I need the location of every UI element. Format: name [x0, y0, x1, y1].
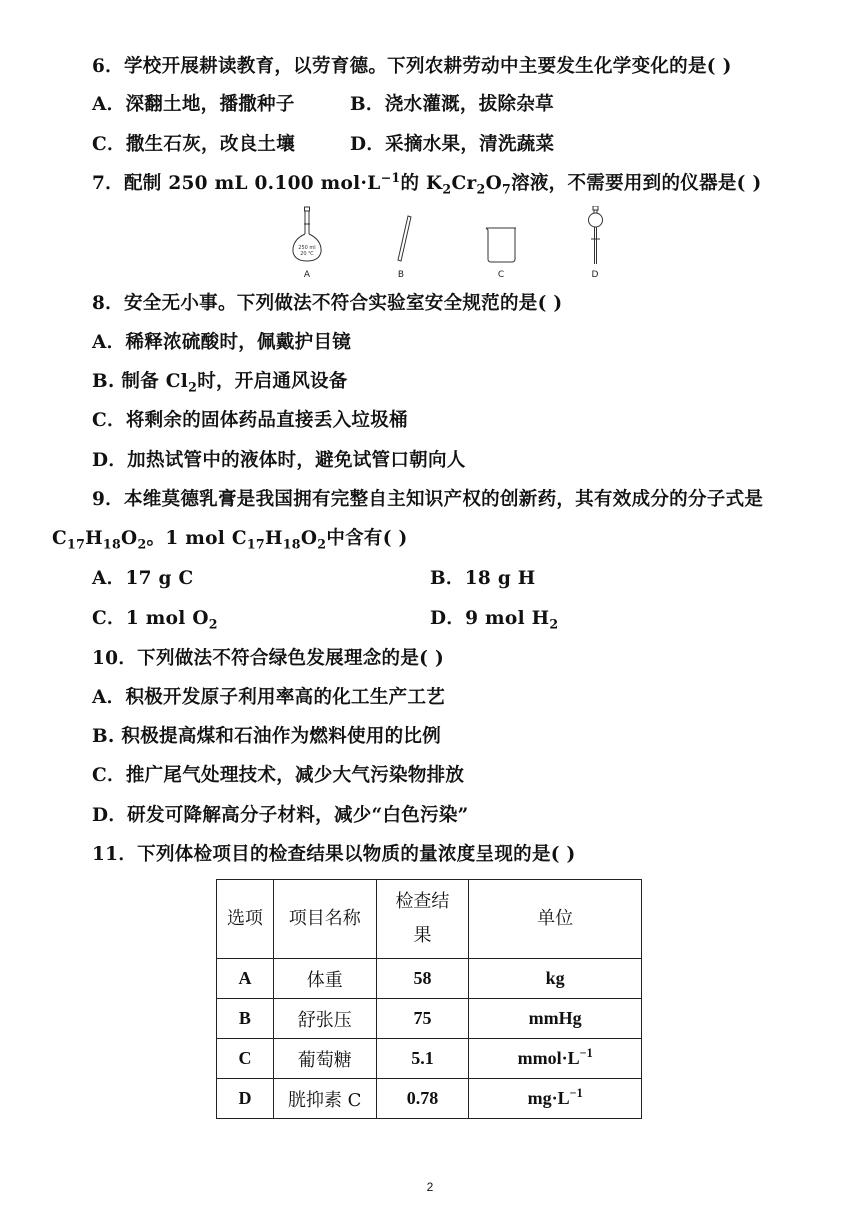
- q9-sub: 17: [67, 536, 86, 552]
- q7-stem: [92, 169, 762, 197]
- q9-sub: 2: [317, 536, 327, 552]
- q6-option-a: A．深翻土地，播撒种子: [92, 94, 295, 115]
- flask-label-1: 250 ml: [298, 245, 316, 251]
- row-unit-text: mmol·L: [517, 1048, 580, 1068]
- figure-label-c: C: [497, 270, 505, 280]
- q9-d-part: D．9 mol H: [430, 608, 550, 629]
- q9-option-d: [430, 607, 558, 631]
- q8-b-part: 时，开启通风设备: [197, 371, 348, 392]
- row-unit-sup: −1: [579, 1046, 593, 1060]
- row-result: 58: [376, 959, 469, 999]
- q8-b-part: B. 制备 Cl: [92, 371, 189, 392]
- q11-stem: 11．下列体检项目的检查结果以物质的量浓度呈现的是( ): [92, 844, 576, 865]
- q7-stem-part: Cr: [451, 173, 477, 194]
- q6-option-b: B．浇水灌溉，拔除杂草: [350, 94, 554, 115]
- glass-rod-icon: [398, 216, 411, 261]
- row-unit-text: mg·L: [527, 1088, 570, 1108]
- q9-d-sub: 2: [549, 616, 559, 632]
- q9-stem-line2: [52, 527, 408, 551]
- q9-option-a: A．17 g C: [92, 568, 194, 589]
- q7-sub: 2: [476, 181, 486, 197]
- beaker-icon: [486, 228, 516, 262]
- q9-formula-part: C: [52, 528, 68, 549]
- q10-option-c: C．推广尾气处理技术，减少大气污染物排放: [92, 765, 465, 786]
- figure-label-b: B: [397, 270, 405, 280]
- row-unit: [469, 959, 642, 999]
- q8-option-d: D．加热试管中的液体时，避免试管口朝向人: [92, 450, 466, 471]
- q8-option-b: [92, 370, 348, 394]
- q9-stem-line1: 9．本维莫德乳膏是我国拥有完整自主知识产权的创新药，其有效成分的分子式是: [92, 489, 764, 510]
- row-item-name: 胱抑素 C: [273, 1079, 376, 1119]
- header-result-text: 检查结果: [395, 891, 450, 946]
- row-result: 5.1: [376, 1039, 469, 1079]
- q9-formula-part: O: [300, 528, 318, 549]
- row-option: C: [217, 1039, 274, 1079]
- q7-stem-part: 溶液，不需要用到的仪器是( ): [511, 173, 762, 194]
- q10-option-d: D．研发可降解高分子材料，减少“白色污染”: [92, 805, 469, 826]
- row-unit: [469, 1039, 642, 1079]
- q9-formula-part: H: [264, 528, 283, 549]
- table-row: [217, 999, 642, 1039]
- q7-instrument-figure: [280, 206, 620, 282]
- q7-sub: 2: [442, 181, 452, 197]
- separatory-funnel-icon: [589, 206, 603, 264]
- row-unit-sup: −1: [569, 1086, 583, 1100]
- header-result: [376, 880, 469, 959]
- q9-text-part: 。1 mol: [146, 528, 232, 549]
- q9-formula-part: H: [85, 528, 103, 549]
- q9-c-part: C．1 mol O: [92, 608, 209, 629]
- q7-stem-part: O: [485, 173, 503, 194]
- row-option: A: [217, 959, 274, 999]
- q8-stem: 8．安全无小事。下列做法不符合实验室安全规范的是( ): [92, 293, 563, 314]
- q9-sub: 18: [102, 536, 122, 552]
- row-item-name: 舒张压: [273, 999, 376, 1039]
- page-number: 2: [426, 1180, 434, 1194]
- table-header-row: [217, 880, 642, 959]
- q9-option-b: B．18 g H: [430, 568, 536, 589]
- row-unit-text: kg: [545, 968, 565, 988]
- q9-text-part: 中含有( ): [326, 528, 408, 549]
- q7-stem-part: 7．配制 250 mL 0.100 mol·L: [92, 173, 381, 194]
- row-item-name: 体重: [273, 959, 376, 999]
- row-unit-text: mmHg: [528, 1008, 582, 1028]
- header-unit: 单位: [469, 880, 642, 959]
- row-option: D: [217, 1079, 274, 1119]
- flask-label-2: 20 ℃: [300, 251, 314, 257]
- row-result: 75: [376, 999, 469, 1039]
- header-option: 选项: [217, 880, 274, 959]
- q10-stem: 10．下列做法不符合绿色发展理念的是( ): [92, 648, 444, 669]
- header-item-name: 项目名称: [273, 880, 376, 959]
- figure-label-d: D: [591, 270, 599, 280]
- q6-option-d: D．采摘水果，清洗蔬菜: [350, 134, 555, 155]
- q9-sub: 18: [282, 536, 301, 552]
- row-result: 0.78: [376, 1079, 469, 1119]
- row-unit: [469, 999, 642, 1039]
- q8-option-c: C．将剩余的固体药品直接丢入垃圾桶: [92, 410, 408, 431]
- figure-label-a: A: [303, 270, 311, 280]
- q6-option-c: C．撒生石灰，改良土壤: [92, 134, 296, 155]
- q11-results-table: [216, 879, 642, 1119]
- q9-sub: 17: [246, 536, 265, 552]
- q7-sub: 7: [502, 181, 512, 197]
- q8-b-sub: 2: [188, 379, 198, 395]
- table-row: [217, 1079, 642, 1119]
- q9-formula-part: C: [231, 528, 247, 549]
- q7-sup: −1: [380, 169, 401, 185]
- table-row: [217, 959, 642, 999]
- row-unit: [469, 1079, 642, 1119]
- q9-c-sub: 2: [208, 616, 218, 632]
- row-option: B: [217, 999, 274, 1039]
- q7-stem-part: 的 K: [400, 173, 443, 194]
- q9-formula-part: O: [121, 528, 138, 549]
- volumetric-flask-icon: [293, 207, 321, 261]
- q9-option-c: [92, 607, 218, 631]
- q9-sub: 2: [137, 536, 147, 552]
- q10-option-b: B. 积极提高煤和石油作为燃料使用的比例: [92, 726, 442, 747]
- row-item-name: 葡萄糖: [273, 1039, 376, 1079]
- q8-option-a: A．稀释浓硫酸时，佩戴护目镜: [92, 332, 352, 353]
- q10-option-a: A．积极开发原子利用率高的化工生产工艺: [92, 687, 446, 708]
- table-row: [217, 1039, 642, 1079]
- q6-stem: 6．学校开展耕读教育，以劳育德。下列农耕劳动中主要发生化学变化的是( ): [92, 56, 732, 77]
